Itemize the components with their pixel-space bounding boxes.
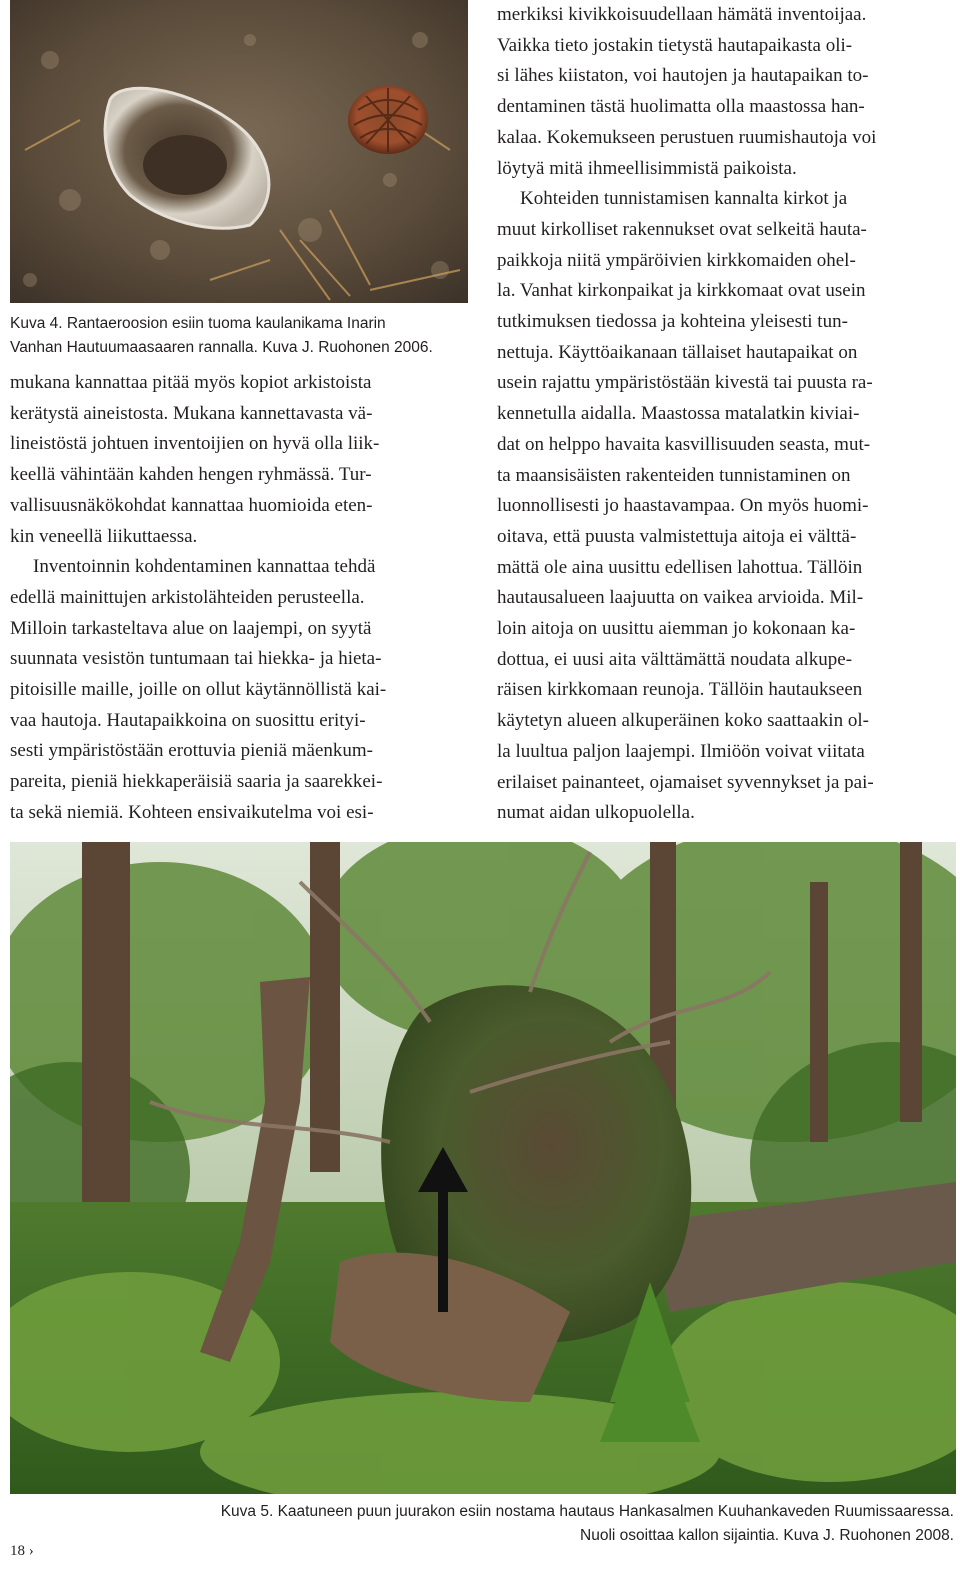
- text-line: pitoisille maille, joille on ollut käytännöllistä kai-: [10, 679, 387, 701]
- text-line: numat aidan ulkopuolella.: [497, 802, 695, 824]
- text-line: ta maansisäisten rakenteiden tunnistaminen on: [497, 464, 851, 486]
- text-line: la luultua paljon laajempi. Ilmiöön voivat viitata: [497, 740, 865, 762]
- text-line: muut kirkolliset rakennukset ovat selkeitä hauta-: [497, 218, 867, 240]
- text-line: nettuja. Käyttöaikanaan tällaiset hautapaikat on: [497, 341, 858, 363]
- text-line: erilaiset painanteet, ojamaiset syvennykset ja pai-: [497, 771, 874, 793]
- vertebra-photo-illustration: [10, 0, 468, 303]
- figure-4-caption-line: Kuva 4. Rantaeroosion esiin tuoma kaulanikama Inarin: [10, 315, 386, 332]
- text-line: edellä mainittujen arkistolähteiden perusteella.: [10, 586, 365, 608]
- figure-4-photo: [10, 0, 468, 303]
- text-line: si lähes kiistaton, voi hautojen ja hautapaikan to-: [497, 65, 869, 87]
- text-line: kennetulla aidalla. Maastossa matalatkin kiviai-: [497, 403, 860, 425]
- text-line: la. Vanhat kirkonpaikat ja kirkkomaat ovat usein: [497, 280, 866, 302]
- text-line: paikkoja niitä ympäröivien kirkkomaiden ohel-: [497, 249, 856, 271]
- text-line: mättä ole aina uusittu edellisen lahottua. Tällöin: [497, 556, 863, 578]
- uprooted-tree-photo-illustration: [10, 842, 956, 1494]
- text-line: sesti ympäristöstään erottuvia pieniä mäenkum-: [10, 740, 374, 762]
- text-line: hautausalueen laajuutta on vaikea arvioida. Mil-: [497, 587, 864, 609]
- text-line: vaa hautoja. Hautapaikkoina on suosittu erityi-: [10, 709, 366, 731]
- text-line: loin aitoja on uusittu aiemman jo kokonaan ka-: [497, 618, 856, 640]
- text-line: kin veneellä liikuttaessa.: [10, 525, 198, 547]
- text-line: Inventoinnin kohdentaminen kannattaa tehdä: [33, 556, 376, 578]
- text-line: lineistöstä johtuen inventoijien on hyvä olla liik-: [10, 433, 380, 455]
- text-line: oitava, että puusta valmistettuja aitoja ei välttä-: [497, 525, 857, 547]
- figure-5-photo: [10, 842, 956, 1494]
- text-line: vallisuusnäkökohdat kannattaa huomioida eten-: [10, 494, 373, 516]
- text-line: pareita, pieniä hiekkaperäisiä saaria ja saarekkei-: [10, 771, 383, 793]
- text-line: keellä vähintään kahden hengen ryhmässä. Tur-: [10, 464, 372, 486]
- text-line: Kohteiden tunnistamisen kannalta kirkot ja: [520, 188, 848, 210]
- text-line: dottua, ei uusi aita välttämättä noudata alkupe-: [497, 648, 853, 670]
- right-text-column: [497, 0, 957, 829]
- text-line: räisen kirkkomaan reunoja. Tällöin hautaukseen: [497, 679, 863, 701]
- text-line: dentaminen tästä huolimatta olla maastossa han-: [497, 96, 865, 118]
- figure-4-caption: [10, 312, 470, 360]
- text-line: ta sekä niemiä. Kohteen ensivaikutelma voi esi-: [10, 801, 374, 823]
- figure-5-caption: [114, 1500, 954, 1548]
- left-text-column: [10, 368, 462, 829]
- figure-5-caption-line: Kuva 5. Kaatuneen puun juurakon esiin nostama hautaus Hankasalmen Kuuhankaveden Ruumissaaressa.: [220, 1503, 954, 1520]
- text-line: dat on helppo havaita kasvillisuuden seasta, mut-: [497, 433, 871, 455]
- text-line: tutkimuksen tiedossa ja kohteina yleisesti tun-: [497, 311, 848, 333]
- text-line: käytetyn alueen alkuperäinen koko saattaakin ol-: [497, 710, 869, 732]
- text-line: kerätystä aineistosta. Mukana kannettavasta vä-: [10, 402, 373, 424]
- text-line: kalaa. Kokemukseen perustuen ruumishautoja voi: [497, 126, 877, 148]
- text-line: mukana kannattaa pitää myös kopiot arkistoista: [10, 372, 372, 393]
- page-number: 18 ›: [10, 1543, 34, 1559]
- figure-4-caption-line: Vanhan Hautuumaasaaren rannalla. Kuva J. Ruohonen 2006.: [10, 339, 433, 356]
- text-line: luonnollisesti jo haastavampaa. On myös huomi-: [497, 495, 869, 517]
- text-line: Vaikka tieto jostakin tietystä hautapaikasta oli-: [497, 34, 853, 56]
- text-line: löytyä mitä ihmeellisimmistä paikoista.: [497, 157, 797, 179]
- text-line: Milloin tarkasteltava alue on laajempi, on syytä: [10, 617, 372, 639]
- figure-5-caption-line: Nuoli osoittaa kallon sijaintia. Kuva J. Ruohonen 2008.: [580, 1527, 954, 1544]
- text-line: usein rajattu ympäristöstään kivestä tai puusta ra-: [497, 372, 873, 394]
- text-line: suunnata vesistön tuntumaan tai hiekka- ja hieta-: [10, 648, 382, 670]
- text-line: merkiksi kivikkoisuudellaan hämätä inventoijaa.: [497, 4, 867, 25]
